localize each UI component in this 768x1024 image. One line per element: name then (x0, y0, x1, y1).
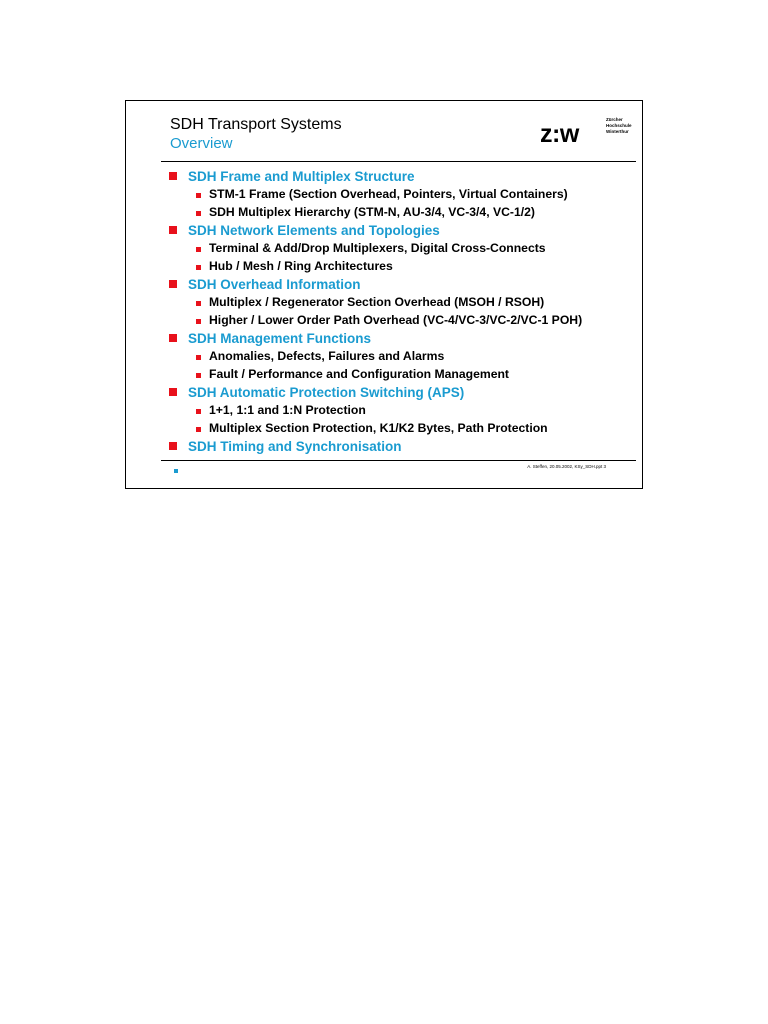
section-heading (166, 329, 636, 348)
sub-item (166, 348, 636, 366)
small-square-bullet-icon (196, 319, 201, 324)
section-heading (166, 275, 636, 294)
square-bullet-icon (169, 388, 177, 396)
sub-item (166, 258, 636, 276)
section-heading (166, 221, 636, 240)
sub-item (166, 420, 636, 438)
logo-text-line: Hochschule (606, 123, 632, 128)
sub-item-text: Multiplex / Regenerator Section Overhead (MSOH / RSOH) (209, 295, 545, 309)
sub-item-text: Hub / Mesh / Ring Architectures (209, 258, 393, 273)
section-heading-text: SDH Timing and Synchronisation (188, 439, 402, 454)
small-square-bullet-icon (196, 301, 201, 306)
sub-item (166, 204, 636, 222)
square-bullet-icon (169, 442, 177, 450)
section-heading (166, 167, 636, 186)
outline-section (166, 167, 636, 221)
sub-item-text: Terminal & Add/Drop Multiplexers, Digital Cross-Connects (209, 241, 546, 255)
header-rule (161, 161, 636, 162)
sub-item (166, 294, 636, 312)
footer-rule (161, 460, 636, 461)
sub-item (166, 312, 636, 330)
section-heading (166, 383, 636, 402)
logo-text (606, 117, 632, 135)
logo-mark: z:w (540, 120, 579, 148)
sub-item-text: Higher / Lower Order Path Overhead (VC-4/VC-3/VC-2/VC-1 POH) (209, 312, 583, 327)
sub-item-text: STM-1 Frame (Section Overhead, Pointers, Virtual Containers) (209, 187, 568, 201)
sub-item (166, 240, 636, 258)
section-heading-text: SDH Overhead Information (188, 277, 361, 292)
outline-list (166, 167, 636, 456)
small-square-bullet-icon (196, 265, 201, 270)
sub-item-text: 1+1, 1:1 and 1:N Protection (209, 403, 366, 417)
small-square-bullet-icon (196, 211, 201, 216)
square-bullet-icon (169, 226, 177, 234)
sub-item (166, 402, 636, 420)
section-heading-text: SDH Network Elements and Topologies (188, 223, 440, 238)
slide-title: SDH Transport Systems (170, 116, 342, 133)
zhw-logo (540, 115, 640, 149)
section-heading (166, 437, 636, 456)
sub-item-text: Anomalies, Defects, Failures and Alarms (209, 349, 445, 363)
sub-item (166, 366, 636, 384)
outline-section (166, 275, 636, 329)
outline-section (166, 329, 636, 383)
small-square-bullet-icon (196, 247, 201, 252)
sub-item-text: Fault / Performance and Configuration Management (209, 366, 509, 381)
small-square-bullet-icon (196, 373, 201, 378)
footer-text: A. Steffen, 20.05.2002, KSy_SDH.ppt 3 (527, 464, 606, 469)
outline-section (166, 221, 636, 275)
slide-subtitle: Overview (170, 135, 233, 152)
section-heading-text: SDH Automatic Protection Switching (APS) (188, 385, 465, 400)
square-bullet-icon (169, 172, 177, 180)
small-square-bullet-icon (196, 193, 201, 198)
square-bullet-icon (169, 280, 177, 288)
sub-item-text: SDH Multiplex Hierarchy (STM-N, AU-3/4, VC-3/4, VC-1/2) (209, 204, 535, 219)
small-square-bullet-icon (196, 409, 201, 414)
sub-item-text: Multiplex Section Protection, K1/K2 Bytes, Path Protection (209, 420, 548, 435)
logo-text-line: Winterthur (606, 129, 629, 134)
sub-item (166, 186, 636, 204)
section-heading-text: SDH Management Functions (188, 331, 372, 346)
square-bullet-icon (169, 334, 177, 342)
section-heading-text: SDH Frame and Multiplex Structure (188, 169, 415, 184)
logo-text-line: Zürcher (606, 117, 623, 122)
outline-section (166, 383, 636, 437)
slide (125, 100, 643, 489)
small-square-bullet-icon (196, 355, 201, 360)
footer-square-icon (174, 469, 178, 473)
outline-section (166, 437, 636, 456)
small-square-bullet-icon (196, 427, 201, 432)
